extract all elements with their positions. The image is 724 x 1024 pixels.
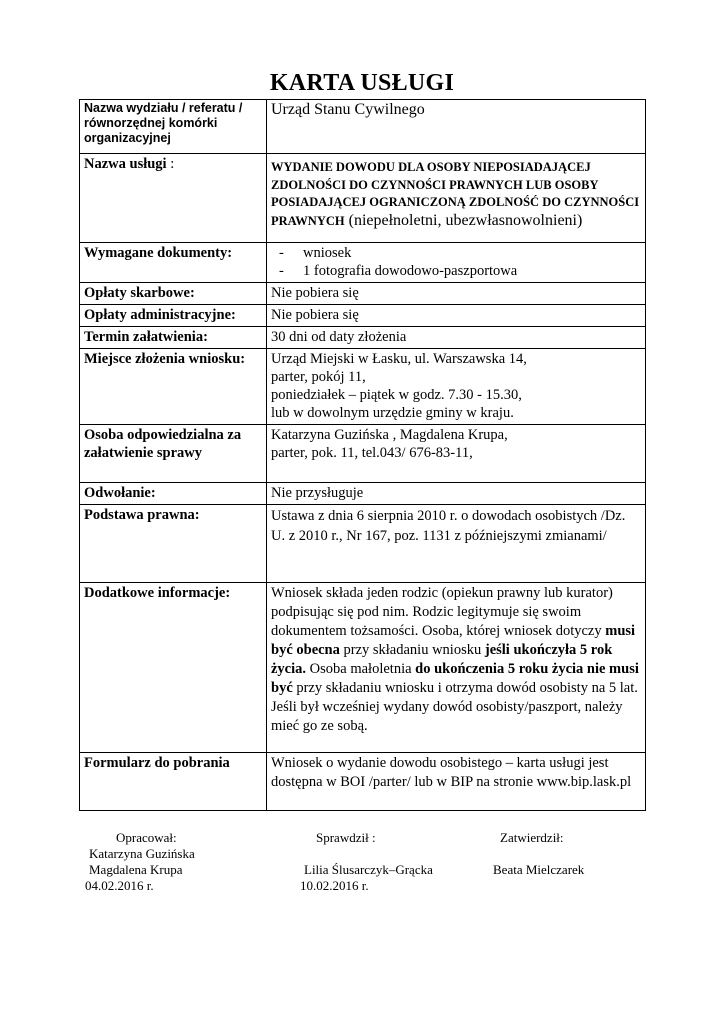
approved-label: Zatwierdził: <box>500 830 564 845</box>
page-title: KARTA USŁUGI <box>269 70 455 96</box>
table-row <box>80 505 646 583</box>
list-item <box>271 244 641 262</box>
tax-value: Nie pobiera się <box>267 283 646 305</box>
service-card-table <box>79 99 646 811</box>
person-label: Osoba odpowiedzialna za załatwienie sprawy <box>80 425 267 483</box>
approved-name: Beata Mielczarek <box>493 862 585 877</box>
deadline-value: 30 dni od daty złożenia <box>267 327 646 349</box>
info-text: Osoba małoletnia <box>306 661 416 677</box>
checked-name: Lilia Ślusarczyk–Grącka <box>304 862 433 877</box>
checked-date: 10.02.2016 r. <box>300 878 369 893</box>
table-row <box>80 154 646 243</box>
service-label-suffix: : <box>166 156 175 172</box>
info-text: Wniosek składa jeden rodzic (opiekun prawny lub kurator) podpisując się pod nim. Rodzic legitymuje się swoim dokumentem tożsamości. Osoba, której wniosek dotyczy <box>271 585 613 639</box>
table-row <box>80 327 646 349</box>
admin-fee-value: Nie pobiera się <box>267 305 646 327</box>
prepared-name: Katarzyna Guzińska <box>89 846 195 861</box>
place-line: poniedziałek – piątek w godz. 7.30 - 15.30, <box>271 387 522 403</box>
list-dash: - <box>279 245 284 261</box>
checked-spacer <box>300 846 433 862</box>
person-line: parter, pok. 11, tel.043/ 676-83-11, <box>271 445 473 461</box>
docs-label: Wymagane dokumenty: <box>80 243 267 283</box>
doc-item-label: wniosek <box>303 245 352 261</box>
table-row <box>80 349 646 425</box>
table-row <box>80 753 646 811</box>
info-value <box>267 583 646 753</box>
dept-value: Urząd Stanu Cywilnego <box>267 100 646 154</box>
deadline-label: Termin załatwienia: <box>80 327 267 349</box>
service-label: Nazwa usługi <box>84 156 167 172</box>
place-line: Urząd Miejski w Łasku, ul. Warszawska 14, <box>271 351 527 367</box>
service-value <box>267 154 646 243</box>
approved-spacer <box>493 846 584 862</box>
table-row <box>80 483 646 505</box>
info-bold: musi być obecna <box>271 623 636 658</box>
table-row <box>80 283 646 305</box>
list-dash: - <box>279 263 284 279</box>
place-line: parter, pokój 11, <box>271 369 366 385</box>
service-name-tail: (niepełnoletni, ubezwłasnowolnieni) <box>344 211 583 229</box>
legal-basis-label: Podstawa prawna: <box>80 505 267 583</box>
appeal-value: Nie przysługuje <box>267 483 646 505</box>
info-text: przy składaniu wniosku i otrzyma dowód osobisty na 5 lat. <box>292 680 638 696</box>
tax-label: Opłaty skarbowe: <box>80 283 267 305</box>
table-row <box>80 425 646 483</box>
person-value <box>267 425 646 483</box>
prepared-date: 04.02.2016 r. <box>85 878 154 893</box>
prepared-label: Opracował: <box>116 830 177 845</box>
info-bold: jeśli ukończyła 5 rok życia. <box>271 642 613 677</box>
info-text: przy składaniu wniosku <box>339 642 485 658</box>
forms-label: Formularz do pobrania <box>80 753 267 811</box>
info-label: Dodatkowe informacje: <box>80 583 267 753</box>
table-row <box>80 243 646 283</box>
prepared-name: Magdalena Krupa <box>89 862 183 877</box>
doc-item-label: 1 fotografia dowodowo-paszportowa <box>303 263 518 279</box>
info-bold: do ukończenia 5 roku życia nie musi być <box>271 661 639 696</box>
appeal-label: Odwołanie: <box>80 483 267 505</box>
table-row <box>80 305 646 327</box>
legal-basis-value: Ustawa z dnia 6 sierpnia 2010 r. o dowodach osobistych /Dz. U. z 2010 r., Nr 167, poz. 1131 z późniejszymi zmianami/ <box>267 505 646 583</box>
list-item <box>271 262 641 280</box>
person-line: Katarzyna Guzińska , Magdalena Krupa, <box>271 427 508 443</box>
table-row <box>80 100 646 154</box>
table-row <box>80 583 646 753</box>
checked-block <box>300 830 433 894</box>
prepared-block <box>85 830 195 894</box>
service-name-upper <box>271 159 641 230</box>
service-label-cell <box>80 154 267 243</box>
place-label: Miejsce złożenia wniosku: <box>80 349 267 425</box>
place-value <box>267 349 646 425</box>
forms-value: Wniosek o wydanie dowodu osobistego – karta usługi jest dostępna w BOI /parter/ lub w BIP na stronie www.bip.lask.pl <box>267 753 646 811</box>
service-name-text: WYDANIE DOWODU DLA OSOBY NIEPOSIADAJĄCEJ ZDOLNOŚCI DO CZYNNOŚCI PRAWNYCH LUB OSOBY POSIADAJĄCEJ OGRANICZONĄ ZDOLNOŚĆ DO CZYNNOŚCI PRAWNYCH <box>271 160 640 228</box>
docs-value <box>267 243 646 283</box>
checked-label: Sprawdził : <box>316 830 376 845</box>
info-note: Jeśli był wcześniej wydany dowód osobisty/paszport, należy mieć go ze sobą. <box>271 699 623 734</box>
admin-fee-label: Opłaty administracyjne: <box>80 305 267 327</box>
dept-label: Nazwa wydziału / referatu / równorzędnej komórki organizacyjnej <box>80 100 267 154</box>
place-line: lub w dowolnym urzędzie gminy w kraju. <box>271 405 514 421</box>
approved-block <box>493 830 584 878</box>
